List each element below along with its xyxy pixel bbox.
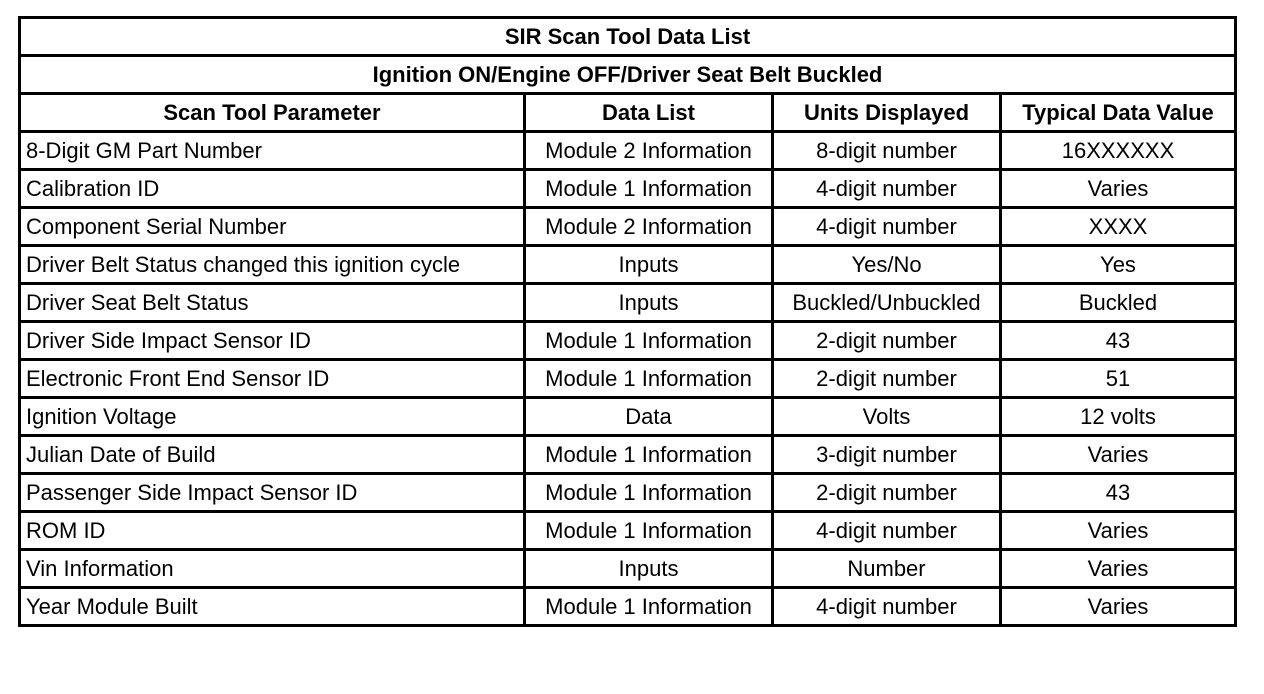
cell-typical-value: Varies	[1001, 170, 1236, 208]
cell-parameter: Vin Information	[20, 550, 525, 588]
cell-typical-value: 12 volts	[1001, 398, 1236, 436]
cell-units: 8-digit number	[773, 132, 1001, 170]
table-row	[20, 398, 1236, 436]
cell-units: 4-digit number	[773, 512, 1001, 550]
table-row	[20, 246, 1236, 284]
cell-units: 2-digit number	[773, 322, 1001, 360]
cell-units: Buckled/Unbuckled	[773, 284, 1001, 322]
cell-data-list: Module 1 Information	[525, 360, 773, 398]
column-header-parameter: Scan Tool Parameter	[20, 94, 525, 132]
cell-units: 3-digit number	[773, 436, 1001, 474]
cell-data-list: Module 1 Information	[525, 512, 773, 550]
cell-data-list: Module 1 Information	[525, 322, 773, 360]
cell-typical-value: Varies	[1001, 512, 1236, 550]
cell-data-list: Module 2 Information	[525, 132, 773, 170]
cell-units: 2-digit number	[773, 474, 1001, 512]
cell-typical-value: Varies	[1001, 588, 1236, 626]
cell-units: 4-digit number	[773, 170, 1001, 208]
cell-typical-value: 51	[1001, 360, 1236, 398]
cell-parameter: Passenger Side Impact Sensor ID	[20, 474, 525, 512]
cell-data-list: Module 2 Information	[525, 208, 773, 246]
cell-parameter: Ignition Voltage	[20, 398, 525, 436]
cell-typical-value: Varies	[1001, 436, 1236, 474]
table-row	[20, 360, 1236, 398]
table-subtitle: Ignition ON/Engine OFF/Driver Seat Belt Buckled	[20, 56, 1236, 94]
cell-parameter: 8-Digit GM Part Number	[20, 132, 525, 170]
cell-typical-value: Varies	[1001, 550, 1236, 588]
cell-units: Yes/No	[773, 246, 1001, 284]
cell-data-list: Data	[525, 398, 773, 436]
cell-units: 4-digit number	[773, 208, 1001, 246]
column-header-typical-value: Typical Data Value	[1001, 94, 1236, 132]
cell-data-list: Module 1 Information	[525, 170, 773, 208]
cell-parameter: Component Serial Number	[20, 208, 525, 246]
column-header-data-list: Data List	[525, 94, 773, 132]
cell-typical-value: Yes	[1001, 246, 1236, 284]
table-row	[20, 132, 1236, 170]
cell-units: 2-digit number	[773, 360, 1001, 398]
header-row	[20, 94, 1236, 132]
cell-typical-value: XXXX	[1001, 208, 1236, 246]
table-row	[20, 474, 1236, 512]
cell-parameter: Julian Date of Build	[20, 436, 525, 474]
cell-parameter: ROM ID	[20, 512, 525, 550]
cell-data-list: Module 1 Information	[525, 436, 773, 474]
cell-typical-value: 16XXXXXX	[1001, 132, 1236, 170]
title-row	[20, 18, 1236, 56]
cell-data-list: Module 1 Information	[525, 474, 773, 512]
table-row	[20, 436, 1236, 474]
cell-data-list: Inputs	[525, 284, 773, 322]
cell-data-list: Module 1 Information	[525, 588, 773, 626]
cell-units: 4-digit number	[773, 588, 1001, 626]
cell-parameter: Year Module Built	[20, 588, 525, 626]
cell-units: Number	[773, 550, 1001, 588]
cell-units: Volts	[773, 398, 1001, 436]
cell-typical-value: Buckled	[1001, 284, 1236, 322]
cell-parameter: Calibration ID	[20, 170, 525, 208]
cell-parameter: Electronic Front End Sensor ID	[20, 360, 525, 398]
table-title: SIR Scan Tool Data List	[20, 18, 1236, 56]
table-row	[20, 588, 1236, 626]
column-header-units: Units Displayed	[773, 94, 1001, 132]
cell-data-list: Inputs	[525, 550, 773, 588]
cell-typical-value: 43	[1001, 474, 1236, 512]
table-row	[20, 170, 1236, 208]
sir-data-table	[18, 16, 1237, 627]
table-row	[20, 208, 1236, 246]
table-row	[20, 322, 1236, 360]
table-row	[20, 550, 1236, 588]
cell-typical-value: 43	[1001, 322, 1236, 360]
table-row	[20, 284, 1236, 322]
table-row	[20, 512, 1236, 550]
cell-parameter: Driver Side Impact Sensor ID	[20, 322, 525, 360]
cell-parameter: Driver Seat Belt Status	[20, 284, 525, 322]
cell-data-list: Inputs	[525, 246, 773, 284]
subtitle-row	[20, 56, 1236, 94]
cell-parameter: Driver Belt Status changed this ignition cycle	[20, 246, 525, 284]
